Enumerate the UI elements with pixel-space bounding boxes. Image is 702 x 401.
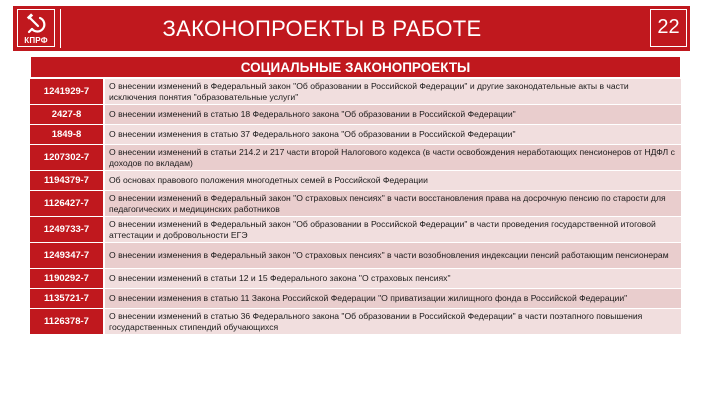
logo-text: КПРФ — [24, 36, 48, 45]
bill-number: 1194379-7 — [30, 171, 105, 190]
table-row — [30, 242, 681, 268]
table-row — [30, 170, 681, 190]
bill-title: О внесении изменений в Федеральный закон "О страховых пенсиях" в части восстановления права на досрочную пенсию по старости для педагогических и медицинских работников — [105, 191, 681, 216]
header-divider — [60, 9, 61, 48]
bill-number: 1190292-7 — [30, 269, 105, 288]
kprf-logo — [17, 9, 55, 47]
table-row — [30, 216, 681, 242]
bill-title: О внесении изменений в статью 36 Федерального закона "Об образовании в Российской Федерации" в части поэтапного повышения государственных стипендий обучающихся — [105, 309, 681, 334]
table-row — [30, 78, 681, 104]
table-row — [30, 190, 681, 216]
bills-table — [30, 56, 681, 334]
bill-title: О внесении изменений в Федеральный закон "Об образовании в Российской Федерации" в части проведения государственной итоговой аттестации и добровольности ЕГЭ — [105, 217, 681, 242]
page-title: ЗАКОНОПРОЕКТЫ В РАБОТЕ — [162, 16, 482, 41]
bill-number: 1126427-7 — [30, 191, 105, 216]
table-row — [30, 124, 681, 144]
bill-number: 1126378-7 — [30, 309, 105, 334]
table-row — [30, 288, 681, 308]
table-row — [30, 104, 681, 124]
bill-number: 1849-8 — [30, 125, 105, 144]
bill-title: О внесении изменения в статью 37 Федерального закона "Об образовании в Российской Федерации" — [105, 125, 681, 144]
bill-title: О внесении изменения в Федеральный закон "О страховых пенсиях" в части возобновления индексации пенсий работающим пенсионерам — [105, 243, 681, 268]
bill-number: 1241929-7 — [30, 79, 105, 104]
bill-number: 1249733-7 — [30, 217, 105, 242]
bill-number: 2427-8 — [30, 105, 105, 124]
table-heading: СОЦИАЛЬНЫЕ ЗАКОНОПРОЕКТЫ — [30, 56, 681, 78]
bill-title: Об основах правового положения многодетных семей в Российской Федерации — [105, 171, 681, 190]
bill-title: О внесении изменения в статью 11 Закона Российской Федерации "О приватизации жилищного фонда в Российской Федерации" — [105, 289, 681, 308]
page-number: 22 — [650, 9, 687, 47]
table-row — [30, 268, 681, 288]
bill-title: О внесении изменений в статью 18 Федерального закона "Об образовании в Российской Федерации" — [105, 105, 681, 124]
bill-number: 1135721-7 — [30, 289, 105, 308]
hammer-sickle-icon — [24, 12, 48, 36]
bill-title: О внесении изменений в статьи 214.2 и 217 части второй Налогового кодекса (в части освобождения неработающих пенсионеров от НДФЛ с доходов по вкладам) — [105, 145, 681, 170]
bill-number: 1207302-7 — [30, 145, 105, 170]
table-row — [30, 144, 681, 170]
bill-title: О внесении изменений в статьи 12 и 15 Федерального закона "О страховых пенсиях" — [105, 269, 681, 288]
bill-number: 1249347-7 — [30, 243, 105, 268]
bill-title: О внесении изменений в Федеральный закон "Об образовании в Российской Федерации" и другие законодательные акты в части исключения понятия "образовательные услуги" — [105, 79, 681, 104]
table-row — [30, 308, 681, 334]
